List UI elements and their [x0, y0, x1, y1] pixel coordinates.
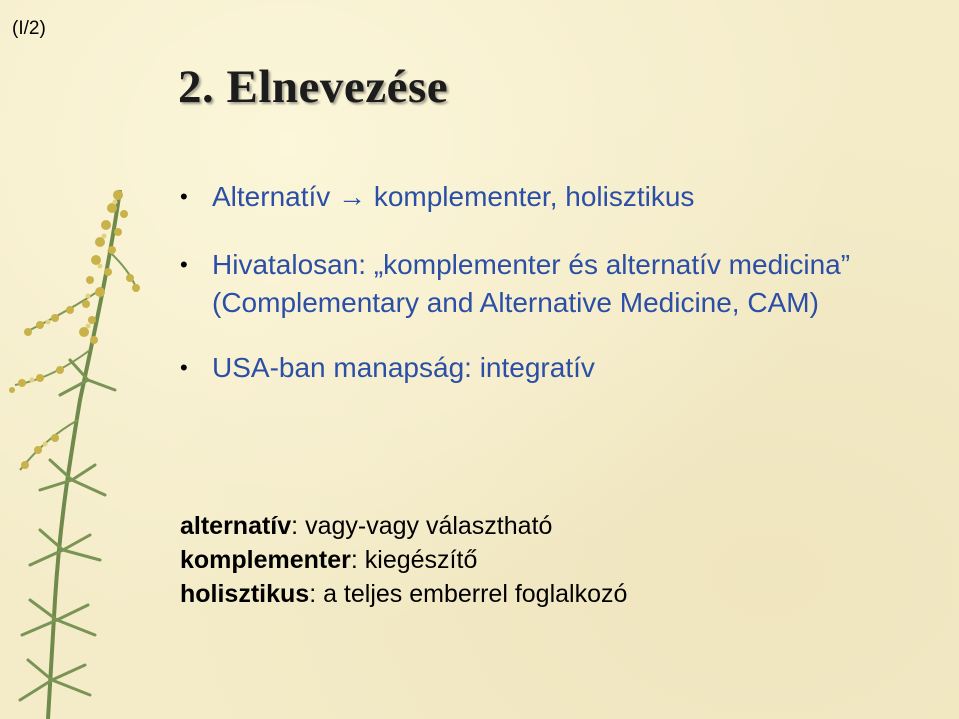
slide-title: 2. Elnevezése — [178, 61, 449, 113]
definitions — [180, 509, 940, 611]
herb-plant-illustration — [0, 180, 150, 719]
definition-term: holisztikus — [180, 580, 310, 608]
definition-term: komplementer — [180, 546, 351, 574]
definition-text: : kiegészítő — [350, 546, 478, 574]
bullet-text: USA-ban manapság: integratív — [212, 352, 595, 383]
definition-text: : vagy-vagy választható — [291, 512, 553, 540]
definition-text: : a teljes emberrel foglalkozó — [309, 580, 628, 608]
bullet-text: Hivatalosan: „komplementer és alternatív medicina” (Complementary and Alternative Medicine, CAM) — [212, 249, 851, 318]
slide-number-label: (I/2) — [12, 18, 46, 39]
definition-row — [180, 543, 940, 577]
bullet-item — [176, 246, 936, 322]
definition-row — [180, 509, 940, 543]
bullet-icon: • — [180, 184, 188, 209]
bullet-item — [176, 349, 936, 387]
bullet-icon: • — [180, 355, 188, 380]
bullet-icon: • — [180, 252, 188, 277]
definition-term: alternatív — [180, 512, 292, 540]
bullet-text: Alternatív → komplementer, holisztikus — [212, 181, 695, 212]
bullet-list — [176, 178, 936, 417]
bullet-item — [176, 178, 936, 216]
definition-row — [180, 577, 940, 611]
